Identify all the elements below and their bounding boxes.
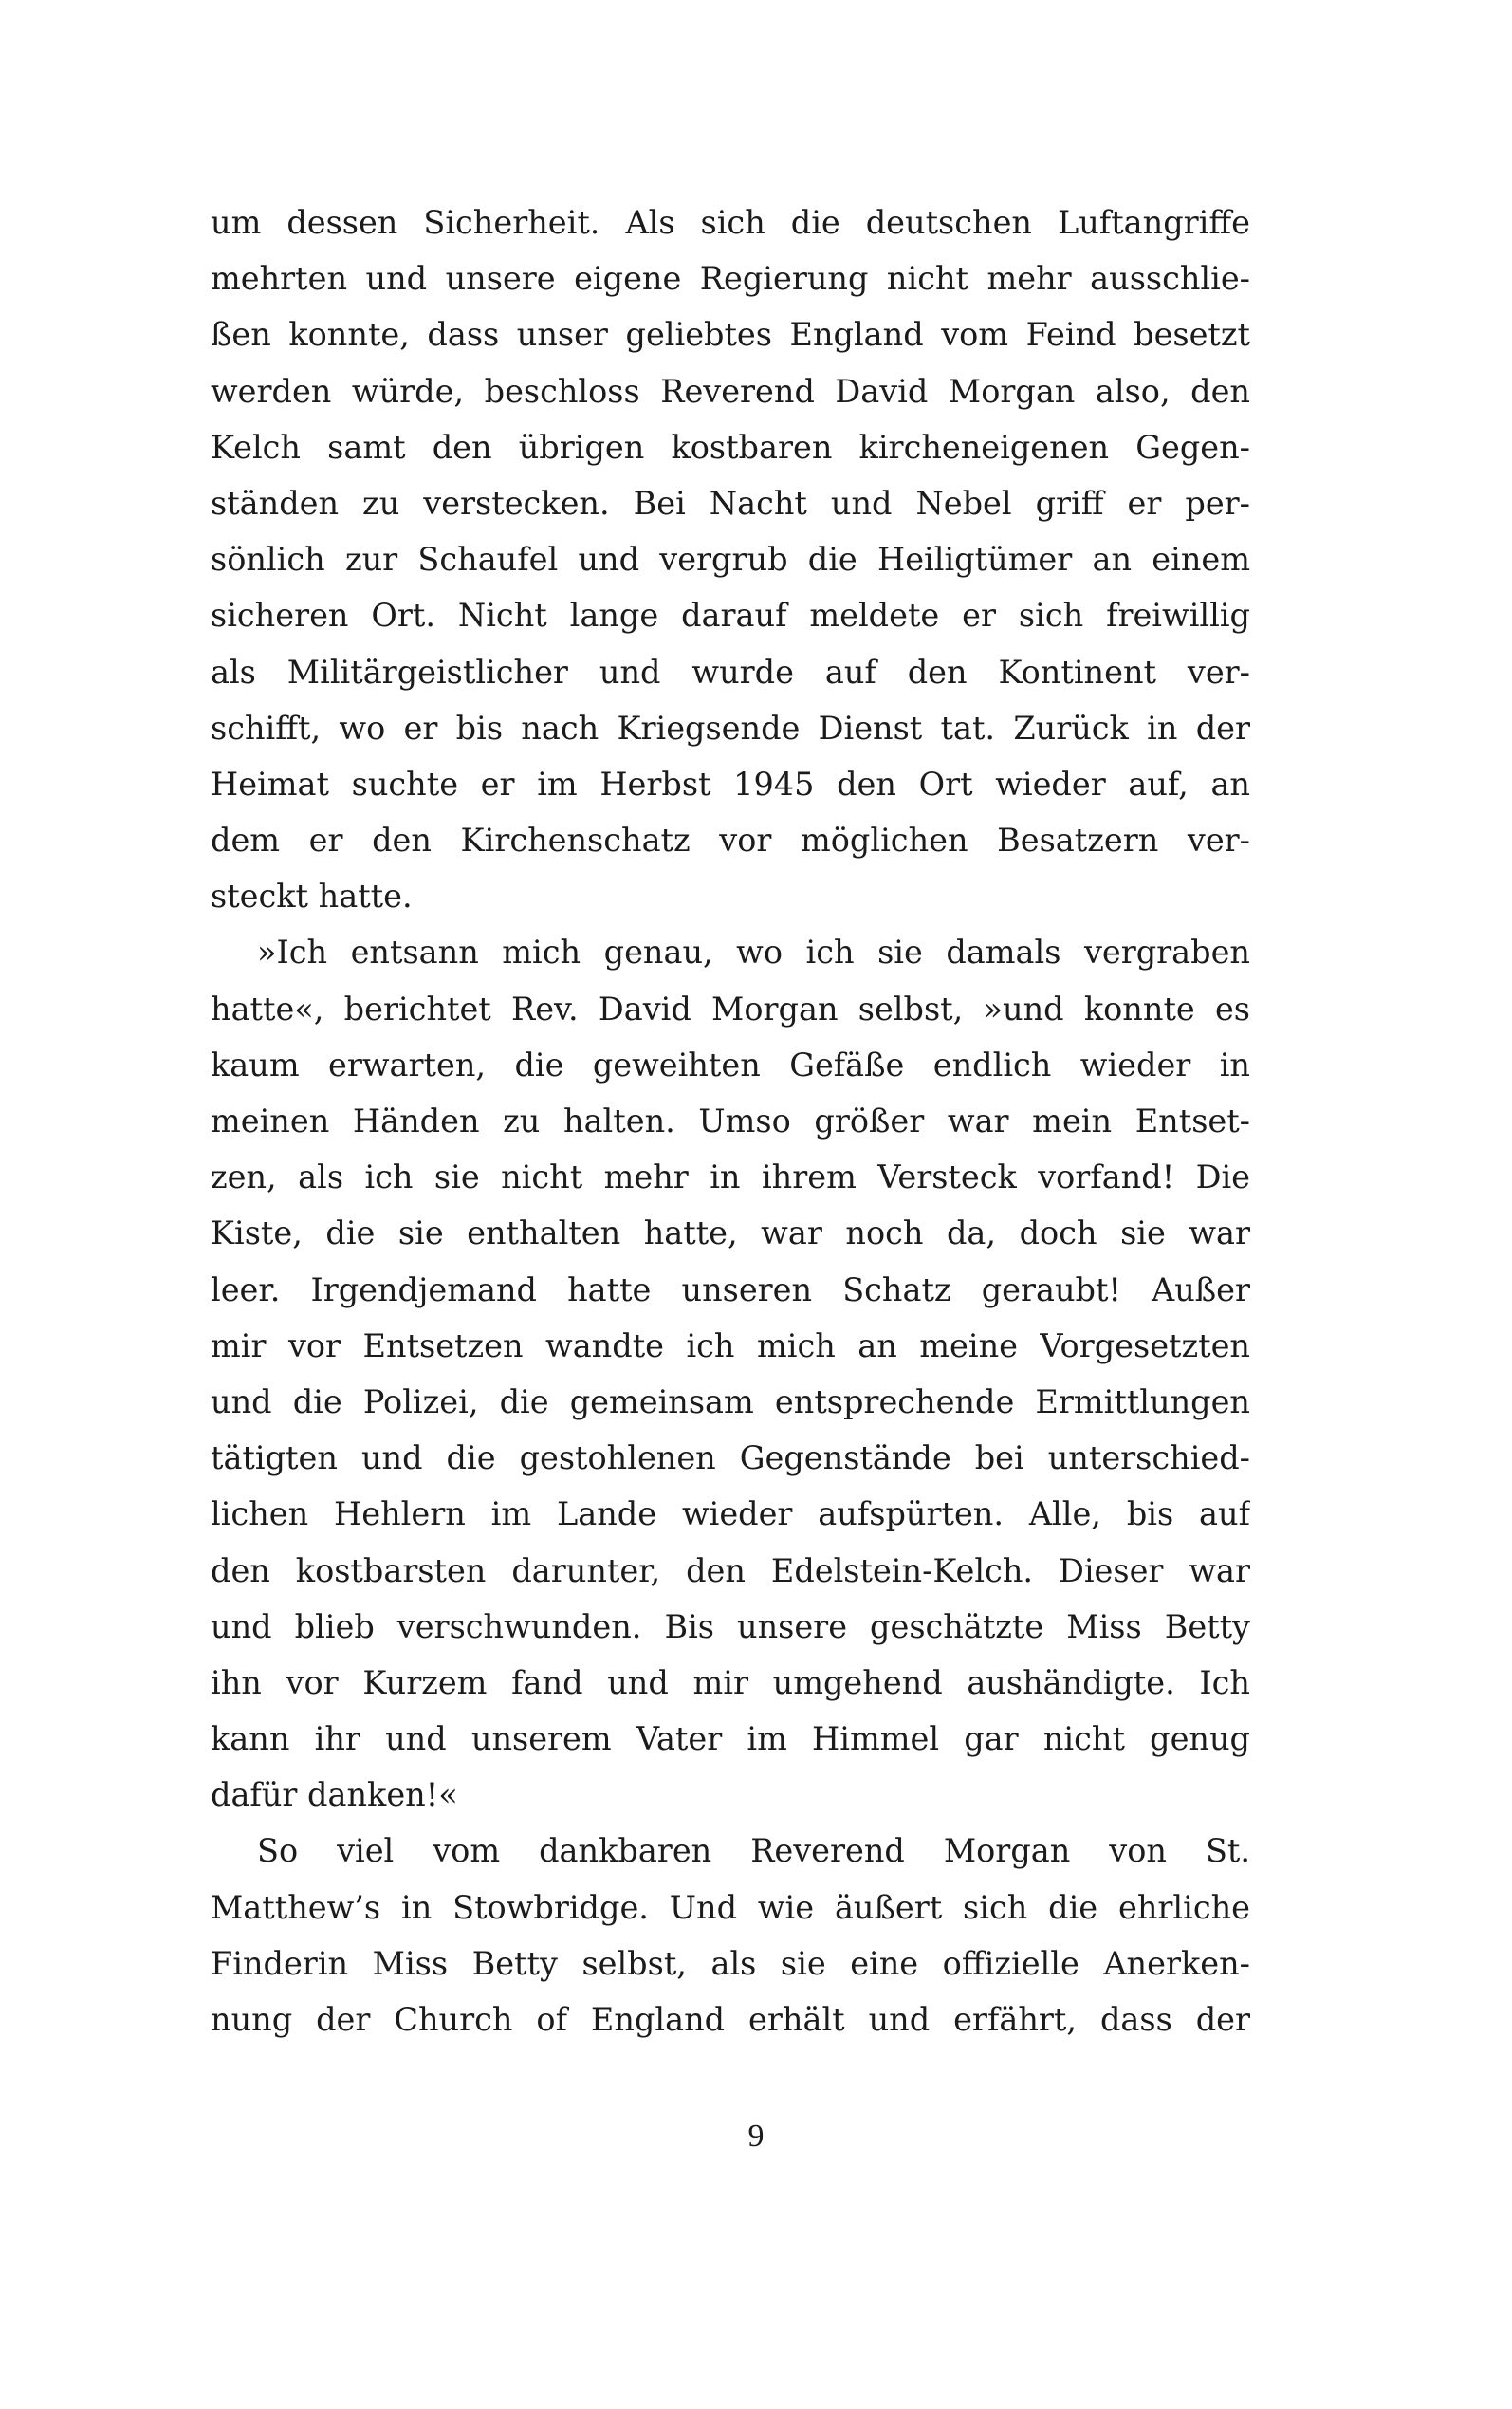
text-line: sönlich zur Schaufel und vergrub die Heiligtümer an einem: [211, 541, 1250, 579]
text-line: steckt hatte.: [211, 878, 413, 916]
text-line: kann ihr und unserem Vater im Himmel gar nicht genug: [211, 1720, 1250, 1758]
text-line: Finderin Miss Betty selbst, als sie eine offizielle Anerken-: [211, 1944, 1250, 1982]
text-line: dem er den Kirchenschatz vor möglichen Besatzern ver-: [211, 822, 1250, 860]
paragraph: [211, 924, 1250, 1823]
body-text: [211, 195, 1250, 2048]
text-line: ßen konnte, dass unser geliebtes England vom Feind besetzt: [211, 316, 1250, 354]
text-line: So viel vom dankbaren Reverend Morgan von St.: [257, 1832, 1250, 1870]
text-line: leer. Irgendjemand hatte unseren Schatz geraubt! Außer: [211, 1270, 1250, 1308]
text-line: schifft, wo er bis nach Kriegsende Dienst tat. Zurück in der: [211, 709, 1250, 747]
text-line: ihn vor Kurzem fand und mir umgehend aushändigte. Ich: [211, 1663, 1250, 1701]
paragraph: [211, 195, 1250, 924]
text-line: Heimat suchte er im Herbst 1945 den Ort wieder auf, an: [211, 765, 1250, 803]
text-line: kaum erwarten, die geweihten Gefäße endlich wieder in: [211, 1046, 1250, 1084]
text-line: werden würde, beschloss Reverend David Morgan also, den: [211, 372, 1250, 410]
text-line: meinen Händen zu halten. Umso größer war mein Entset-: [211, 1103, 1250, 1140]
text-line: »Ich entsann mich genau, wo ich sie damals vergraben: [257, 934, 1250, 972]
text-line: lichen Hehlern im Lande wieder aufspürten. Alle, bis auf: [211, 1495, 1250, 1533]
text-line: Kiste, die sie enthalten hatte, war noch da, doch sie war: [211, 1214, 1250, 1252]
text-line: und blieb verschwunden. Bis unsere geschätzte Miss Betty: [211, 1607, 1250, 1645]
text-line: ständen zu verstecken. Bei Nacht und Nebel griff er per-: [211, 484, 1250, 522]
text-line: zen, als ich sie nicht mehr in ihrem Versteck vorfand! Die: [211, 1158, 1250, 1196]
text-line: dafür danken!«: [211, 1776, 458, 1814]
text-line: nung der Church of England erhält und erfährt, dass der: [211, 2001, 1250, 2038]
text-line: sicheren Ort. Nicht lange darauf meldete er sich freiwillig: [211, 597, 1250, 635]
text-line: um dessen Sicherheit. Als sich die deutschen Luftangriffe: [211, 204, 1250, 241]
text-line: mehrten und unsere eigene Regierung nicht mehr ausschlie-: [211, 260, 1250, 298]
text-line: Matthew’s in Stowbridge. Und wie äußert sich die ehrliche: [211, 1888, 1250, 1926]
page-number: 9: [747, 2119, 765, 2154]
text-line: hatte«, berichtet Rev. David Morgan selbst, »und konnte es: [211, 990, 1250, 1028]
paragraph: [211, 1823, 1250, 2048]
text-line: als Militärgeistlicher und wurde auf den Kontinent ver-: [211, 653, 1250, 691]
text-line: Kelch samt den übrigen kostbaren kircheneigenen Gegen-: [211, 428, 1250, 466]
text-line: den kostbarsten darunter, den Edelstein-Kelch. Dieser war: [211, 1551, 1250, 1589]
text-line: mir vor Entsetzen wandte ich mich an meine Vorgesetzten: [211, 1326, 1250, 1364]
text-line: und die Polizei, die gemeinsam entsprechende Ermittlungen: [211, 1382, 1250, 1420]
text-line: tätigten und die gestohlenen Gegenstände bei unterschied-: [211, 1439, 1250, 1477]
